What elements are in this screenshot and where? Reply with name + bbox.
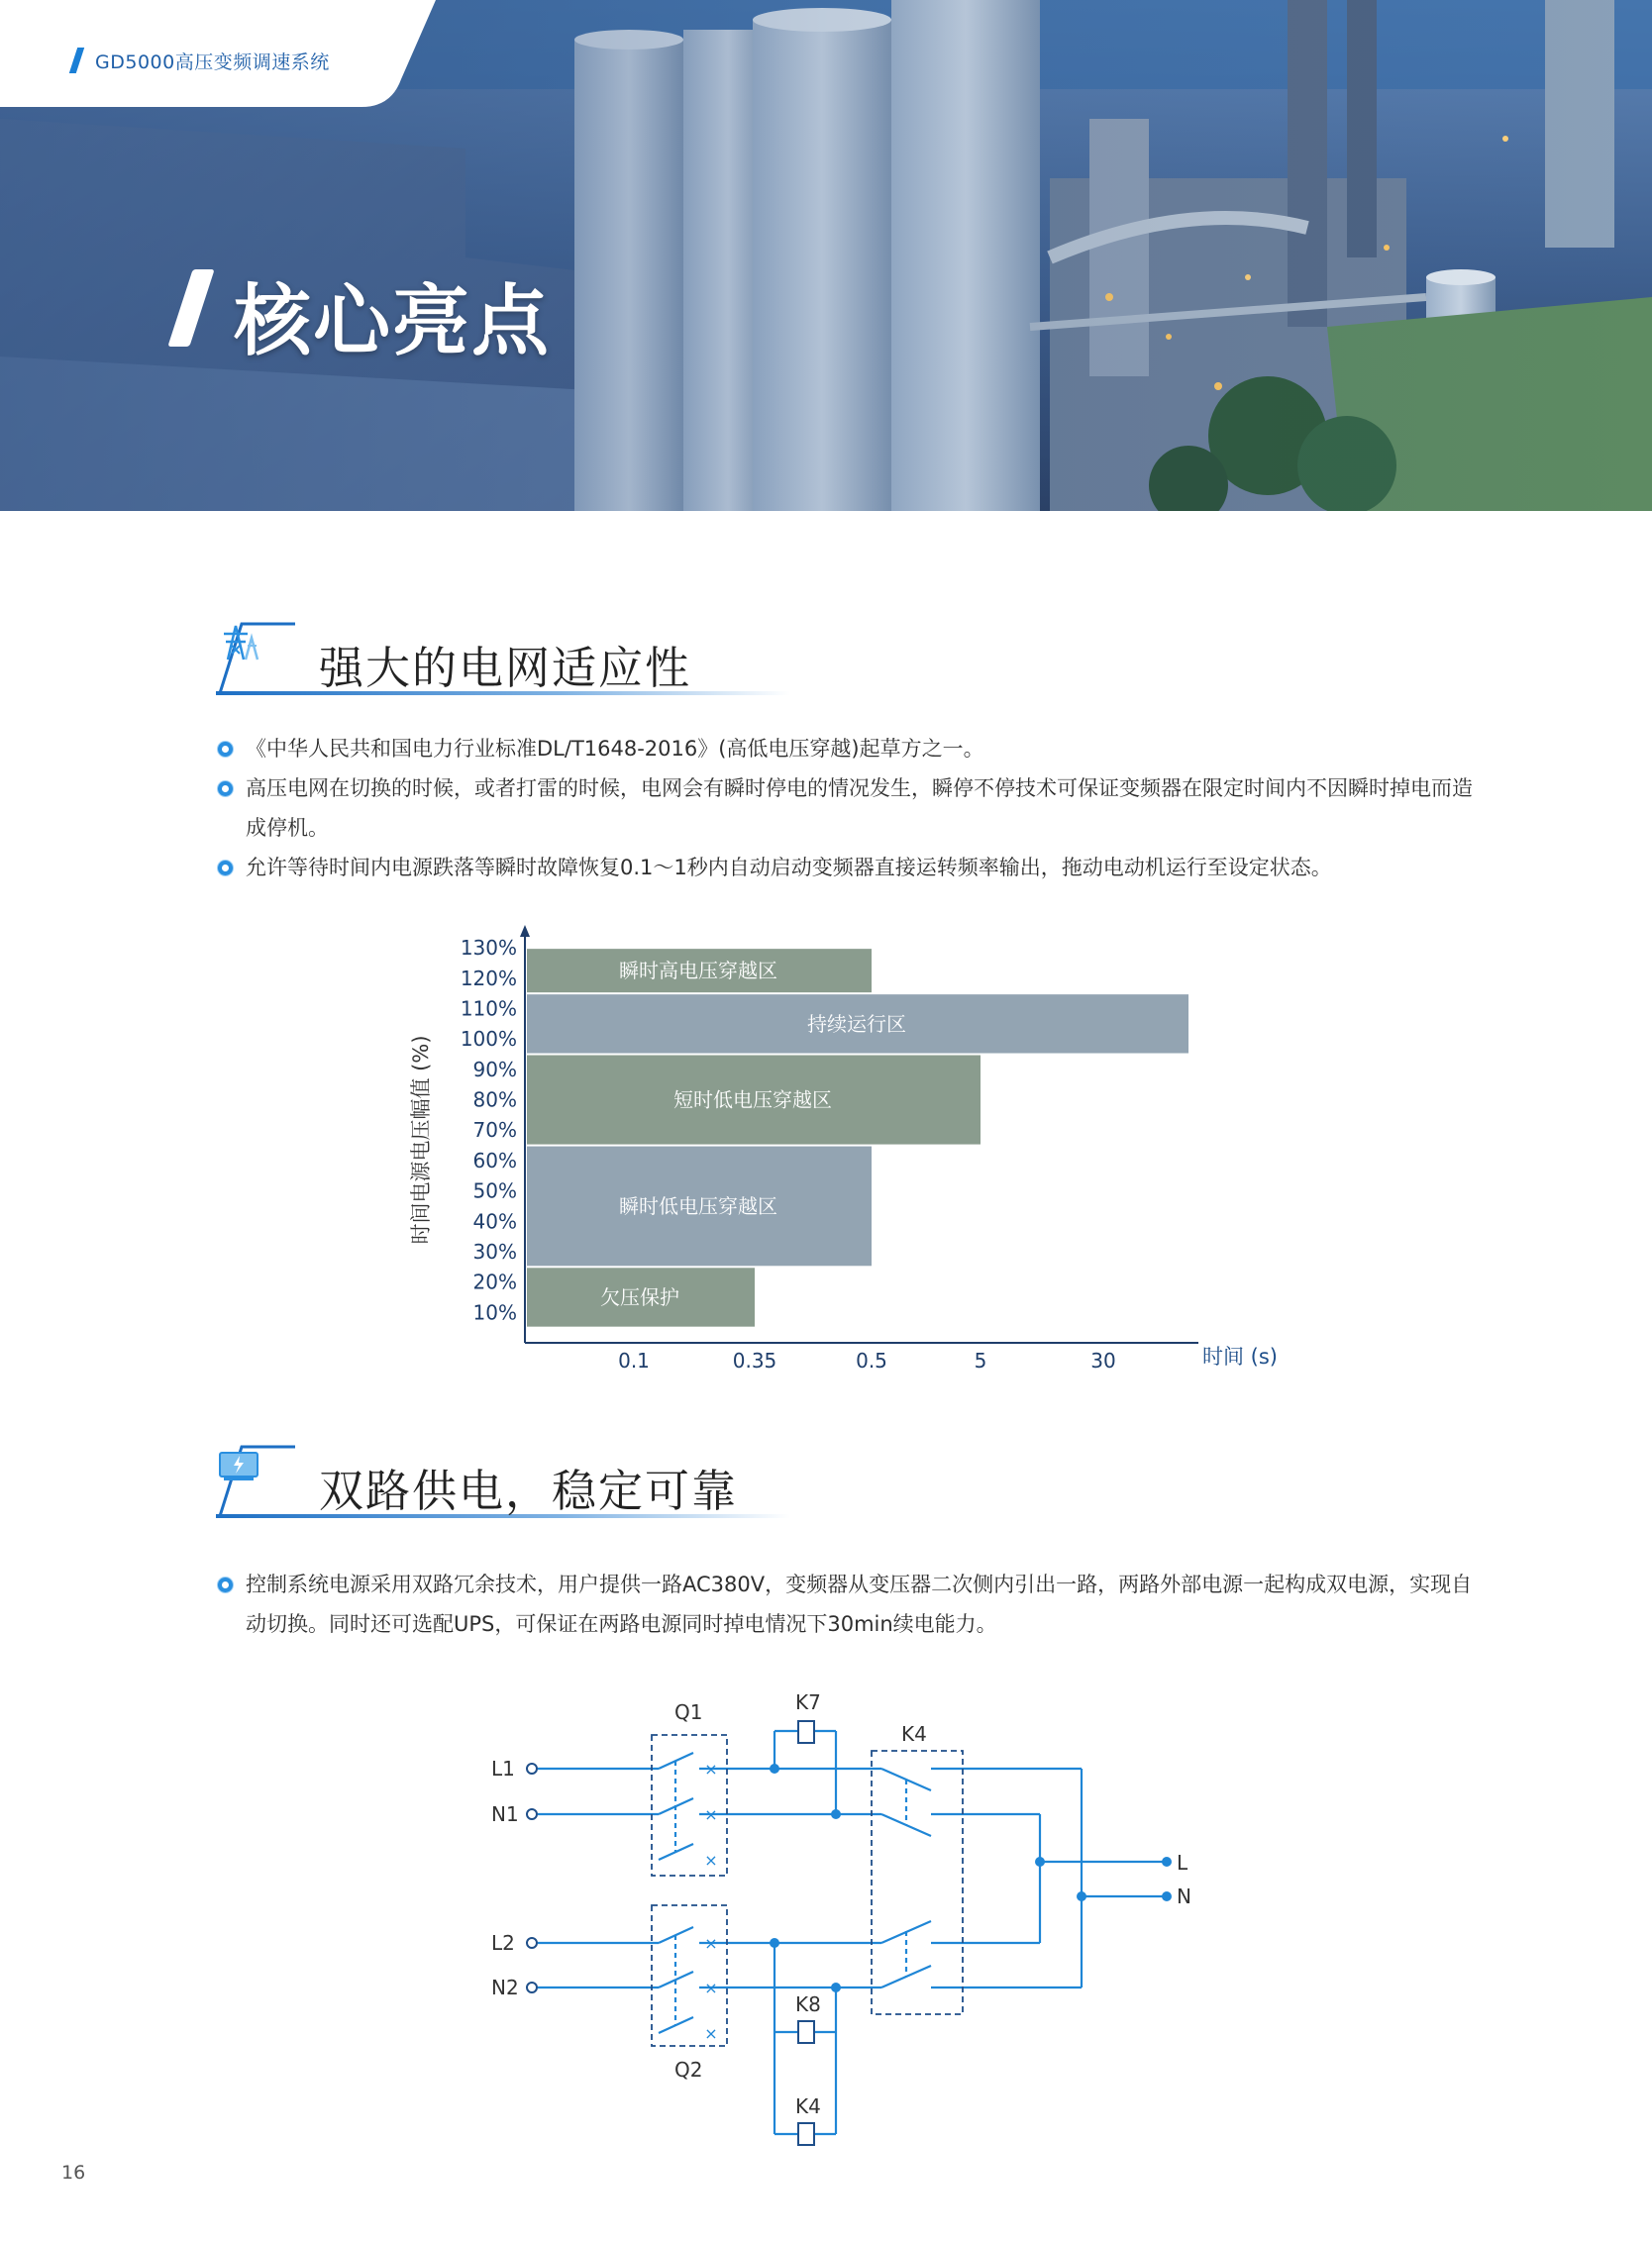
label-k4-top: K4: [901, 1722, 927, 1746]
brand-tab: [0, 0, 436, 109]
chart-x-tick-label: 0.1: [618, 1349, 650, 1373]
bullet-dot-icon: [218, 1578, 233, 1592]
bullet-dot-icon: [218, 861, 233, 875]
power-supply-icon: [216, 1441, 261, 1486]
chart-x-tick-label: 0.35: [732, 1349, 777, 1373]
chart-region-label: 瞬时低电压穿越区: [619, 1193, 777, 1218]
bullet-list-dual-power: [216, 1565, 1474, 1644]
label-l2: L2: [491, 1931, 515, 1955]
hero-banner: [0, 0, 1652, 511]
voltage-ride-through-chart: [396, 917, 1307, 1382]
hero-title: 核心亮点: [234, 277, 552, 366]
bullet-list-grid: [216, 729, 1474, 887]
chart-y-tick-label: 40%: [472, 1209, 517, 1234]
label-n2: N2: [491, 1976, 519, 1999]
chart-y-tick-label: 10%: [472, 1300, 517, 1325]
dual-power-circuit-diagram: [465, 1683, 1238, 2159]
svg-text:×: ×: [704, 1760, 718, 1779]
chart-region-label: 持续运行区: [807, 1011, 906, 1036]
label-n-out: N: [1177, 1885, 1191, 1908]
label-k7: K7: [795, 1690, 821, 1714]
svg-text:×: ×: [704, 1805, 718, 1824]
page-number: 16: [61, 2162, 86, 2184]
coil-k4: [798, 2123, 814, 2145]
svg-text:×: ×: [704, 1851, 718, 1870]
svg-text:×: ×: [704, 2024, 718, 2043]
bullet-dot-icon: [218, 742, 233, 757]
chart-y-tick-label: 60%: [472, 1148, 517, 1172]
chart-x-axis-label: 时间 (s): [1202, 1345, 1279, 1369]
chart-y-tick-label: 130%: [460, 936, 517, 961]
chart-x-tick-label: 30: [1090, 1349, 1116, 1373]
chart-y-tick-label: 70%: [472, 1118, 517, 1143]
circuit-coils: [798, 1721, 814, 2145]
chart-y-tick-label: 20%: [472, 1270, 517, 1294]
label-n1: N1: [491, 1802, 519, 1826]
brand-name: GD5000高压变频调速系统: [95, 51, 330, 73]
chart-y-tick-label: 50%: [472, 1178, 517, 1203]
chart-region-label: 瞬时高电压穿越区: [619, 959, 777, 983]
chart-y-axis-arrow: [520, 925, 530, 937]
chart-y-tick-label: 100%: [460, 1027, 517, 1052]
circuit-contact-marks: [704, 1760, 717, 2043]
chart-x-tick-label: 5: [974, 1349, 987, 1373]
section-title: 双路供电，稳定可靠: [319, 1465, 739, 1517]
svg-text:×: ×: [704, 1979, 718, 1997]
chart-y-tick-label: 80%: [472, 1087, 517, 1112]
chart-x-tick-label: 0.5: [856, 1349, 887, 1373]
bullet-item: 《中华人民共和国电力行业标准DL/T1648-2016》(高低电压穿越)起草方之一。: [216, 729, 1474, 768]
section-title: 强大的电网适应性: [319, 642, 692, 694]
chart-y-tick-label: 120%: [460, 966, 517, 990]
coil-k7: [798, 1721, 814, 1743]
label-l1: L1: [491, 1757, 515, 1781]
bullet-item: 允许等待时间内电源跌落等瞬时故障恢复0.1～1秒内自动启动变频器直接运转频率输出，拖动电动机运行至设定状态。: [216, 848, 1474, 887]
coil-k8: [798, 2021, 814, 2043]
circuit-wires: [538, 1731, 1167, 2134]
power-tower-icon: [216, 618, 261, 663]
chart-y-tick-label: 110%: [460, 996, 517, 1021]
circuit-input-terminals: [527, 1764, 537, 1992]
section-header-dual-power: [216, 1441, 790, 1520]
chart-y-tick-label: 30%: [472, 1239, 517, 1264]
label-q2: Q2: [674, 2058, 703, 2082]
circuit-junctions: [770, 1764, 1172, 1992]
section-header-grid-adaptability: [216, 618, 790, 697]
bullet-dot-icon: [218, 781, 233, 796]
label-l-out: L: [1177, 1851, 1188, 1875]
svg-text:×: ×: [704, 1934, 718, 1953]
chart-y-tick-label: 90%: [472, 1057, 517, 1081]
label-q1: Q1: [674, 1700, 703, 1724]
bullet-item: 控制系统电源采用双路冗余技术，用户提供一路AC380V，变频器从变压器二次侧内引出一路，两路外部电源一起构成双电源，实现自动切换。同时还可选配UPS，可保证在两路电源同时掉电情况下30min续电能力。: [216, 1565, 1474, 1644]
chart-y-axis-label: 时间电源电压幅值 (%): [409, 1035, 433, 1245]
chart-region-label: 短时低电压穿越区: [673, 1087, 832, 1112]
label-k4-bottom: K4: [795, 2094, 821, 2118]
chart-region-label: 欠压保护: [600, 1284, 679, 1309]
label-k8: K8: [795, 1992, 821, 2016]
bullet-item: 高压电网在切换的时候，或者打雷的时候，电网会有瞬时停电的情况发生，瞬停不停技术可保证变频器在限定时间内不因瞬时掉电而造成停机。: [216, 768, 1474, 848]
